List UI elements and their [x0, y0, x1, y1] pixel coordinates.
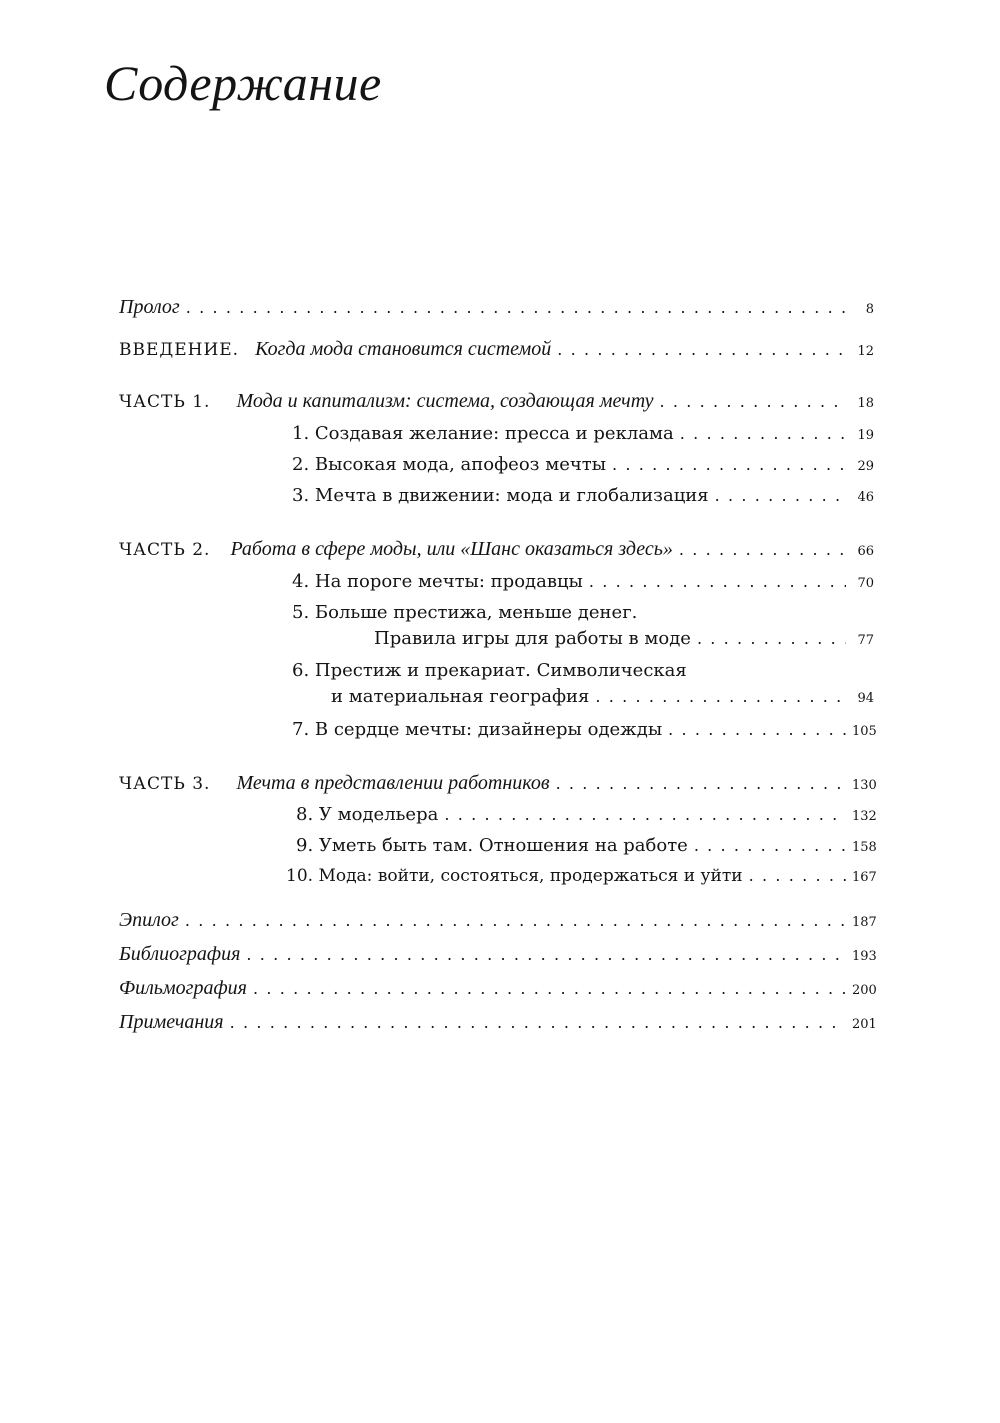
page-number: 105: [852, 724, 877, 739]
dot-leader: [749, 866, 846, 885]
page-number: 200: [852, 983, 877, 998]
dot-leader: [680, 424, 846, 443]
toc-chapter-5[interactable]: [374, 628, 874, 656]
chapter-6-title-line: 6. Престиж и прекариат. Символическая: [292, 660, 687, 681]
chapter-title: 9. Уметь быть там. Отношения на работе: [296, 835, 688, 856]
dot-leader: [557, 340, 846, 359]
chapter-title: 3. Мечта в движении: мода и глобализация: [292, 485, 709, 506]
dot-leader: [668, 720, 846, 739]
entry-title: Когда мода становится системой: [255, 338, 552, 360]
dot-leader: [694, 836, 846, 855]
toc-chapter-9[interactable]: [296, 835, 877, 863]
toc-entry-prologue[interactable]: [119, 296, 874, 324]
toc-entry-introduction[interactable]: [119, 338, 874, 366]
entry-label: Эпилог: [119, 909, 179, 931]
page-number: 46: [857, 490, 874, 505]
chapter-title: 7. В сердце мечты: дизайнеры одежды: [292, 719, 663, 740]
page-number: 66: [857, 544, 874, 559]
toc-entry-epilogue[interactable]: [119, 909, 877, 937]
entry-label: ЧАСТЬ 1.: [119, 392, 211, 412]
page-number: 158: [852, 840, 877, 855]
entry-label: Пролог: [119, 296, 180, 318]
chapter-title: 2. Высокая мода, апофеоз мечты: [292, 454, 607, 475]
page-number: 130: [852, 778, 877, 793]
page-number: 187: [852, 915, 877, 930]
page-title: Содержание: [104, 55, 382, 111]
toc-chapter-8[interactable]: [296, 804, 877, 832]
chapter-title: и материальная география: [331, 686, 590, 707]
dot-leader: [697, 629, 846, 648]
chapter-title: 8. У модельера: [296, 804, 439, 825]
toc-entry-filmography[interactable]: [119, 977, 877, 1005]
toc-chapter-10[interactable]: [286, 866, 877, 894]
page-number: 8: [865, 302, 874, 317]
dot-leader: [444, 805, 846, 824]
entry-title: Мечта в представлении работников: [236, 772, 550, 794]
chapter-title: Правила игры для работы в моде: [374, 628, 691, 649]
entry-label: Библиография: [119, 943, 241, 965]
dot-leader: [660, 392, 846, 411]
toc-chapter-3[interactable]: [292, 485, 874, 513]
toc-chapter-1[interactable]: [292, 423, 874, 451]
chapter-title: 10. Мода: войти, состояться, продержаться и уйти: [286, 866, 743, 886]
page-number: 12: [857, 344, 874, 359]
toc-chapter-7[interactable]: [292, 719, 877, 747]
page-number: 70: [857, 576, 874, 591]
page-number: 77: [857, 633, 874, 648]
toc-chapter-2[interactable]: [292, 454, 874, 482]
entry-title: Мода и капитализм: система, создающая мечту: [236, 390, 654, 412]
page-number: 18: [857, 396, 874, 411]
page-number: 167: [852, 870, 877, 885]
page-number: 29: [857, 459, 874, 474]
chapter-5-title-line: 5. Больше престижа, меньше денег.: [292, 602, 638, 623]
toc-entry-part-3[interactable]: [119, 772, 877, 800]
dot-leader: [556, 774, 846, 793]
toc-entry-notes[interactable]: [119, 1011, 877, 1039]
dot-leader: [186, 298, 846, 317]
chapter-title: 1. Создавая желание: пресса и реклама: [292, 423, 674, 444]
dot-leader: [185, 911, 846, 930]
dot-leader: [253, 979, 846, 998]
dot-leader: [715, 486, 846, 505]
dot-leader: [246, 945, 846, 964]
page-number: 94: [857, 691, 874, 706]
toc-entry-part-2[interactable]: [119, 538, 874, 566]
entry-label: ЧАСТЬ 2.: [119, 540, 211, 560]
page-number: 193: [852, 949, 877, 964]
toc-entry-bibliography[interactable]: [119, 943, 877, 971]
toc-chapter-4[interactable]: [292, 571, 874, 599]
entry-label: ЧАСТЬ 3.: [119, 774, 211, 794]
toc-chapter-6[interactable]: [331, 686, 874, 714]
page-number: 201: [852, 1017, 877, 1032]
dot-leader: [612, 455, 846, 474]
dot-leader: [595, 687, 846, 706]
chapter-title: 4. На пороге мечты: продавцы: [292, 571, 583, 592]
entry-label: ВВЕДЕНИЕ.: [119, 340, 240, 360]
page-number: 132: [852, 809, 877, 824]
entry-label: Фильмография: [119, 977, 247, 999]
entry-title: Работа в сфере моды, или «Шанс оказаться здесь»: [230, 538, 673, 560]
dot-leader: [230, 1013, 846, 1032]
entry-label: Примечания: [119, 1011, 224, 1033]
dot-leader: [589, 572, 846, 591]
toc-entry-part-1[interactable]: [119, 390, 874, 418]
dot-leader: [679, 540, 846, 559]
page-number: 19: [857, 428, 874, 443]
